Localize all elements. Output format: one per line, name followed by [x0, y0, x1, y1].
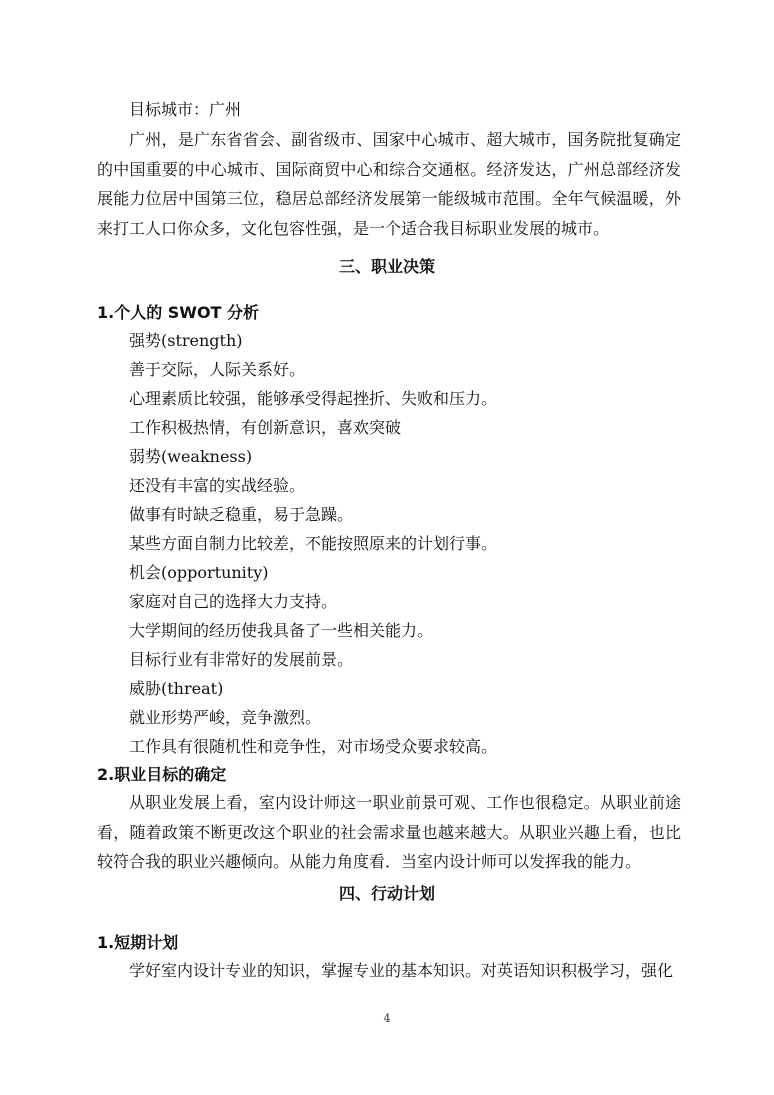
- weakness-item: 还没有丰富的实战经验。: [129, 476, 306, 495]
- opportunity-item: 目标行业有非常好的发展前景。: [129, 650, 354, 669]
- threat-item: 工作具有很随机性和竞争性，对市场受众要求较高。: [129, 737, 498, 756]
- city-paragraph: 广州，是广东省省会、副省级市、国家中心城市、超大城市，国务院批复确定的中国重要的中心城市、国际商贸中心和综合交通枢。经济发达，广州总部经济发展能力位居中国第三位，稳居总部经济发展第一能级城市范围。全年气候温暖，外来打工人口你众多，文化包容性强，是一个适合我目标职业发展的城市。: [97, 130, 681, 238]
- weakness-item: 做事有时缺乏稳重，易于急躁。: [129, 505, 354, 524]
- strength-item: 善于交际，人际关系好。: [129, 360, 306, 379]
- target-city-line: 目标城市：广州: [129, 100, 242, 119]
- strength-label: 强势(strength): [129, 331, 243, 350]
- swot-heading: 1.个人的 SWOT 分析: [97, 303, 260, 322]
- strength-item: 工作积极热情，有创新意识，喜欢突破: [129, 418, 402, 437]
- weakness-label: 弱势(weakness): [129, 447, 253, 466]
- short-plan-heading: 1.短期计划: [97, 933, 179, 952]
- page-number: 4: [383, 1012, 391, 1025]
- threat-item: 就业形势严峻，竞争激烈。: [129, 708, 322, 727]
- section-3-title: 三、职业决策: [338, 257, 435, 276]
- opportunity-item: 大学期间的经历使我具备了一些相关能力。: [129, 621, 434, 640]
- weakness-item: 某些方面自制力比较差，不能按照原来的计划行事。: [129, 534, 498, 553]
- goal-heading: 2.职业目标的确定: [97, 765, 227, 784]
- opportunity-item: 家庭对自己的选择大力支持。: [129, 592, 338, 611]
- goal-paragraph: 从职业发展上看，室内设计师这一职业前景可观、工作也很稳定。从职业前途看，随着政策不断更改这个职业的社会需求量也越来越大。从职业兴趣上看，也比较符合我的职业兴趣倾向。从能力角度看．当室内设计师可以发挥我的能力。: [97, 793, 681, 871]
- opportunity-label: 机会(opportunity): [129, 563, 269, 582]
- section-4-title: 四、行动计划: [338, 884, 435, 903]
- threat-label: 威胁(threat): [129, 679, 224, 698]
- short-plan-paragraph: 学好室内设计专业的知识，掌握专业的基本知识。对英语知识积极学习，强化: [129, 961, 674, 980]
- strength-item: 心理素质比较强，能够承受得起挫折、失败和压力。: [129, 389, 498, 408]
